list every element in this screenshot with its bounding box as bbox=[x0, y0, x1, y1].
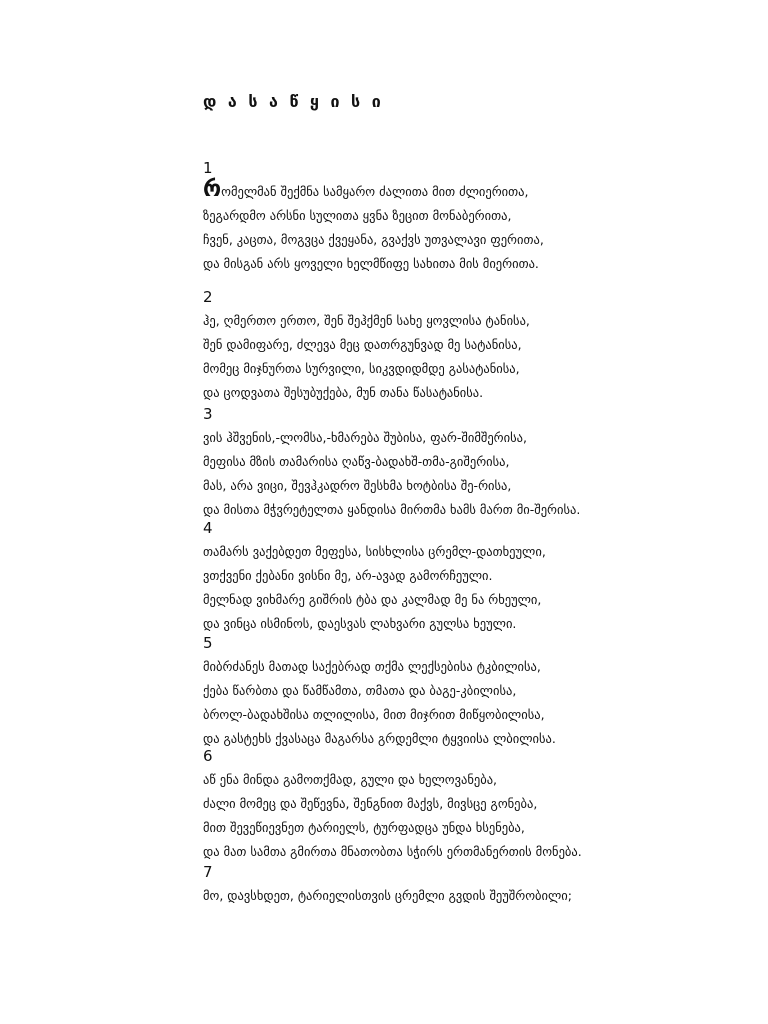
verse-line: და ცოდვათა შესუბუქება, მუნ თანა წასატანისა. bbox=[203, 385, 484, 400]
document-title: დ ა ს ა წ ყ ი ს ი bbox=[203, 92, 384, 111]
stanza bbox=[203, 287, 723, 405]
stanza bbox=[203, 518, 723, 636]
stanza bbox=[203, 404, 723, 522]
verse-line: მეფისა მზის თამარისა ღაწვ-ბადახშ-თმა-გიშერისა, bbox=[203, 454, 510, 469]
stanza-number: 6 bbox=[203, 747, 213, 765]
verse-line: თამარს ვაქებდეთ მეფესა, სისხლისა ცრემლ-დათხეული, bbox=[203, 544, 546, 559]
verse-line: ბროლ-ბადახშისა თლილისა, მით მიჯრით მიწყობილისა, bbox=[203, 707, 545, 722]
verse-line: და მისთა მჭვრეტელთა ყანდისა მირთმა ხამს მართ მი-შერისა. bbox=[203, 502, 581, 517]
stanza-number: 1 bbox=[203, 159, 213, 177]
stanza bbox=[203, 633, 723, 751]
verse-line: ჩვენ, კაცთა, მოგვცა ქვეყანა, გვაქვს უთვალავი ფერითა, bbox=[203, 232, 544, 247]
verse-line: და მათ სამთა გმირთა მნათობთა სჭირს ერთმანერთის მონება. bbox=[203, 844, 582, 859]
stanza bbox=[203, 862, 723, 908]
stanza-number: 2 bbox=[203, 288, 213, 306]
verse-line: ჰე, ღმერთო ერთო, შენ შეჰქმენ სახე ყოვლისა ტანისა, bbox=[203, 313, 530, 328]
verse-line: მით შევეწიევნეთ ტარიელს, ტურფადცა უნდა ხსენება, bbox=[203, 820, 525, 835]
verse-line: ქება წარბთა და წამწამთა, თმათა და ბაგე-კბილისა, bbox=[203, 683, 517, 698]
verse-line: და მისგან არს ყოველი ხელმწიფე სახითა მის მიერითა. bbox=[203, 256, 539, 271]
verse-line: ვთქვენი ქებანი ვისნი მე, არ-ავად გამორჩეული. bbox=[203, 568, 493, 583]
stanza-number: 5 bbox=[203, 634, 213, 652]
verse-line: მიბრძანეს მათად საქებრად თქმა ლექსებისა ტკბილისა, bbox=[203, 659, 541, 674]
stanza-number: 4 bbox=[203, 519, 213, 537]
verse-line bbox=[203, 177, 723, 204]
stanza bbox=[203, 746, 723, 864]
stanza-number: 7 bbox=[203, 863, 213, 881]
verse-line: მელნად ვიხმარე გიშრის ტბა და კალმად მე ნა რხეული, bbox=[203, 592, 542, 607]
verse-line: აწ ენა მინდა გამოთქმად, გული და ხელოვანება, bbox=[203, 772, 498, 787]
stanza-number: 3 bbox=[203, 405, 213, 423]
verse-line: ზეგარდმო არსნი სულითა ყვნა ზეცით მონაბერითა, bbox=[203, 208, 512, 223]
stanza bbox=[203, 158, 723, 276]
verse-line: და ვინცა ისმინოს, დაესვას ლახვარი გულსა ხეული. bbox=[203, 616, 517, 631]
verse-line: მომეც მიჯნურთა სურვილი, სიკვდიდმდე გასატანისა, bbox=[203, 361, 520, 376]
verse-line: შენ დამიფარე, ძლევა მეც დათრგუნვად მე სატანისა, bbox=[203, 337, 522, 352]
verse-line: მო, დავსხდეთ, ტარიელისთვის ცრემლი გვდის შეუშრობილი; bbox=[203, 888, 572, 903]
verse-line: და გასტეხს ქვასაცა მაგარსა გრდემლი ტყვიისა ლბილისა. bbox=[203, 731, 556, 746]
drop-cap: რ bbox=[203, 177, 222, 202]
verse-line: მას, არა ვიცი, შევჰკადრო შესხმა ხოტბისა შე-რისა, bbox=[203, 478, 512, 493]
verse-line-text: ომელმან შექმნა სამყარო ძალითა მით ძლიერითა, bbox=[221, 184, 529, 199]
verse-line: ძალი მომეც და შეწევნა, შენგნით მაქვს, მივსცე გონება, bbox=[203, 796, 538, 811]
verse-line: ვის ჰშვენის,-ლომსა,-ხმარება შუბისა, ფარ-შიმშერისა, bbox=[203, 430, 527, 445]
